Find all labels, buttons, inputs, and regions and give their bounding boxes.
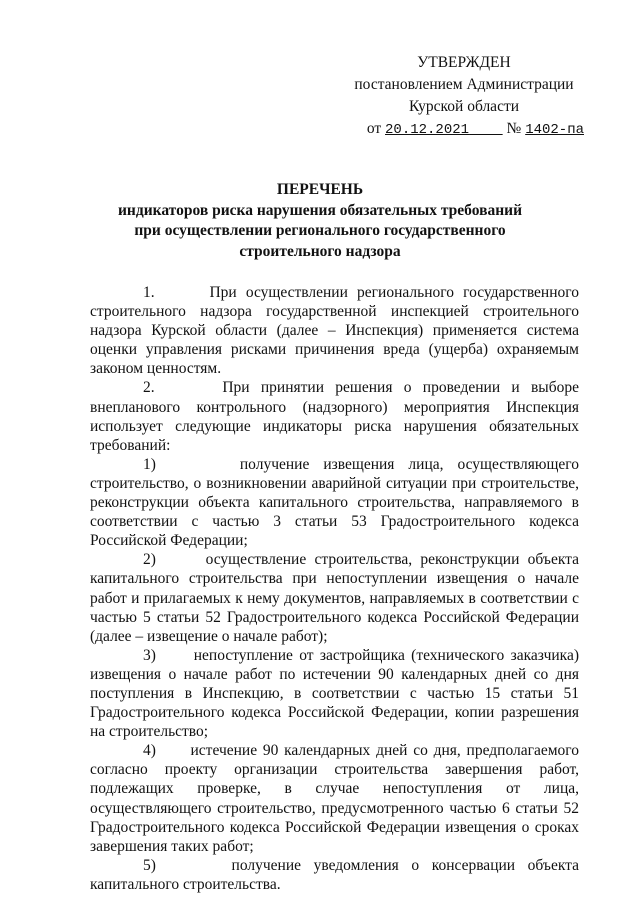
title-line-3: строительного надзора <box>239 242 401 260</box>
indicator-item-2: 2) осуществление строительства, реконструкции объекта капитального строительства при непоступлении извещения о начале работ и прилагаемых к нему документов, направляемых в соответствии с частью 5 статьи 52 Градостроительного кодекса Российской Федерации (далее – извещение о начале работ); <box>90 551 579 645</box>
document-body <box>90 283 579 894</box>
approval-number: 1402-па <box>525 122 584 138</box>
indicator-item-3: 3) непоступление от застройщика (технического заказчика) извещения о начале работ по истечении 90 календарных дней со дня поступления в Инспекцию, в соответствии с частью 15 статьи 51 Градостроительного кодекса Российской Федерации, копии разрешения на строительство; <box>90 646 579 741</box>
date-prefix: от <box>366 120 382 137</box>
number-sign: № <box>506 120 522 137</box>
approval-stamp <box>340 52 588 141</box>
title-line-1: индикаторов риска нарушения обязательных требований <box>118 201 522 219</box>
approval-heading: УТВЕРЖДЕН <box>417 54 511 71</box>
approval-region: Курской области <box>408 98 520 115</box>
paragraph-1: 1. При осуществлении регионального государственного строительного надзора государственной инспекцией строительного надзора Курской области (далее – Инспекция) применяется система оценки управления рисками причинения вреда (ущерба) охраняемым законом ценностям. <box>90 284 579 378</box>
approval-date-line <box>340 118 588 141</box>
indicator-item-5: 5) получение уведомления о консервации объекта капитального строительства. <box>90 856 579 893</box>
title-line-2: при осуществлении регионального государственного <box>134 222 506 239</box>
indicator-item-4: 4) истечение 90 календарных дней со дня, предполагаемого согласно проекту организации строительства завершения работ, подлежащих проверке, в случае непоступления от лица, осуществляющего строительство, предусмотренного частью 6 статьи 52 Градостроительного кодекса Российской Федерации извещения о сроках завершения таких работ; <box>90 742 579 855</box>
document-title <box>60 180 580 262</box>
title-heading: ПЕРЕЧЕНЬ <box>276 181 364 198</box>
indicator-item-1: 1) получение извещения лица, осуществляющего строительство, о возникновении аварийной ситуации при строительстве, реконструкции объекта капитального строительства, направляемого в соответствии с частью 3 статьи 53 Градостроительного кодекса Российской Федерации; <box>90 455 579 550</box>
paragraph-2: 2. При принятии решения о проведении и выборе внепланового контрольного (надзорного) мероприятия Инспекция использует следующие индикаторы риска нарушения обязательных требований: <box>90 379 579 454</box>
approval-by-line: постановлением Администрации <box>354 76 574 93</box>
approval-date: 20.12.2021 <box>385 122 470 138</box>
